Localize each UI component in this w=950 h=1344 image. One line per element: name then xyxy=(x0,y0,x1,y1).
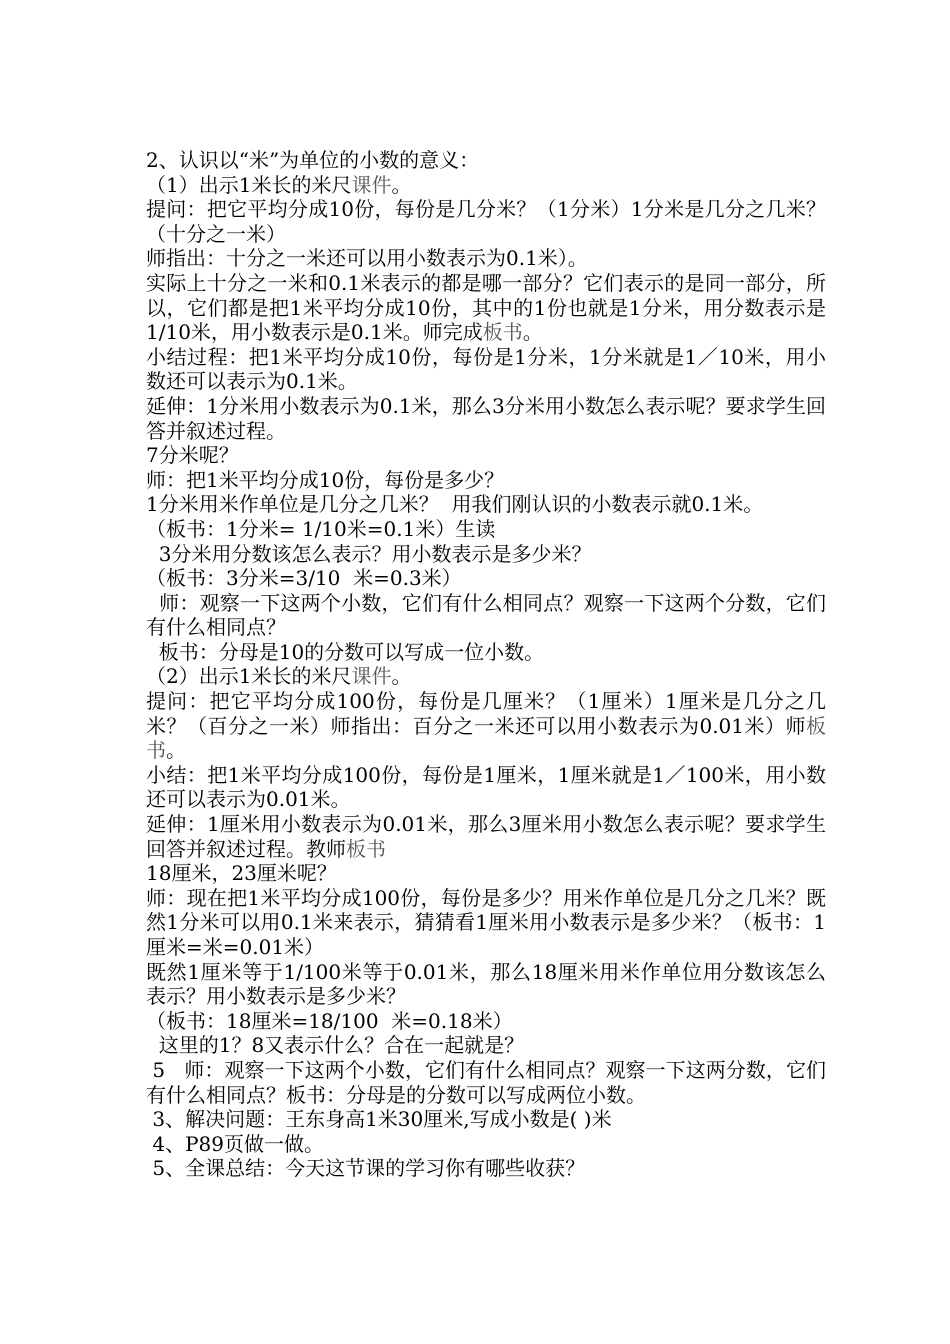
paragraph xyxy=(146,861,826,886)
paragraph-text: 小结：把1米平均分成100份，每份是1厘米，1厘米就是1／100米，用小数还可以表示为0.01米。 xyxy=(146,762,826,812)
paragraph xyxy=(146,591,826,640)
paragraph xyxy=(146,173,826,198)
paragraph xyxy=(146,689,826,763)
paragraph-text: 。 xyxy=(391,172,412,197)
paragraph xyxy=(146,886,826,960)
paragraph xyxy=(146,148,826,173)
paragraph xyxy=(146,492,826,517)
paragraph-text: 提问：把它平均分成10份，每份是几分米？（1分米）1分米是几分之几米？（十分之一米） xyxy=(146,197,826,246)
paragraph-text: 。 xyxy=(166,738,186,763)
paragraph-text: （板书：1分米= 1/10米=0.1米）生读 xyxy=(146,516,496,541)
highlighted-text: 课件 xyxy=(351,664,392,689)
paragraph-text: 延伸：1分米用小数表示为0.1米，那么3分米用小数怎么表示呢？要求学生回答并叙述过程。 xyxy=(146,393,826,443)
paragraph-text: 板书：分母是10的分数可以写成一位小数。 xyxy=(146,639,545,664)
paragraph-text: 。 xyxy=(522,320,543,345)
paragraph-text: 既然1厘米等于1/100米等于0.01米，那么18厘米用米作单位用分数该怎么表示？用小数表示是多少米？ xyxy=(146,959,826,1009)
paragraph xyxy=(146,271,826,345)
paragraph xyxy=(146,664,826,689)
paragraph-text: 3、解决问题：王东身高1米30厘米,写成小数是( )米 xyxy=(146,1107,612,1132)
paragraph xyxy=(146,566,826,591)
highlighted-text: 板书 xyxy=(482,320,523,345)
paragraph-text: 师指出：十分之一米还可以用小数表示为0.1米）。 xyxy=(146,246,588,271)
paragraph-text: 18厘米，23厘米呢？ xyxy=(146,861,337,886)
paragraph xyxy=(146,197,826,246)
paragraph xyxy=(146,517,826,542)
paragraph xyxy=(146,1033,826,1058)
paragraph-text: 4、P89页做一做。 xyxy=(146,1131,324,1156)
paragraph-text: 7分米呢？ xyxy=(146,443,239,468)
paragraph xyxy=(146,640,826,665)
paragraph-text: 3分米用分数该怎么表示？用小数表示是多少米？ xyxy=(146,541,592,566)
highlighted-text: 课件 xyxy=(351,172,392,197)
paragraph xyxy=(146,542,826,567)
paragraph-text: 。 xyxy=(391,664,412,689)
paragraph xyxy=(146,960,826,1009)
paragraph xyxy=(146,246,826,271)
paragraph xyxy=(146,1156,826,1181)
paragraph-text: 延伸：1厘米用小数表示为0.01米，那么3厘米用小数怎么表示呢？要求学生回答并叙述过程。教师 xyxy=(146,812,826,861)
paragraph xyxy=(146,1058,826,1107)
paragraph xyxy=(146,763,826,812)
paragraph-text: 5 师：观察一下这两个小数，它们有什么相同点？观察一下这两分数，它们有什么相同点？板书：分母是的分数可以写成两位小数。 xyxy=(146,1057,827,1107)
paragraph xyxy=(146,468,826,493)
paragraph-text: 师：观察一下这两个小数，它们有什么相同点？观察一下这两个分数，它们有什么相同点？ xyxy=(146,590,827,640)
paragraph xyxy=(146,1107,826,1132)
paragraph-text: （1）出示1米长的米尺 xyxy=(146,172,352,197)
paragraph-text: 师：把1米平均分成10份，每份是多少？ xyxy=(146,467,505,492)
paragraph xyxy=(146,1009,826,1034)
paragraph-text: 师：现在把1米平均分成100份，每份是多少？用米作单位是几分之几米？既然1分米可以用0.1米来表示，猜猜看1厘米用小数表示是多少米？（板书：1厘米=米=0.01米） xyxy=(146,885,826,959)
highlighted-text: 板书 xyxy=(146,713,826,763)
paragraph-text: 这里的1？8又表示什么？合在一起就是？ xyxy=(146,1033,525,1058)
paragraph-text: （2）出示1米长的米尺 xyxy=(146,664,352,689)
paragraph xyxy=(146,443,826,468)
paragraph-text: 小结过程：把1米平均分成10份，每份是1分米，1分米就是1／10米，用小数还可以表示为0.1米。 xyxy=(146,344,826,394)
paragraph xyxy=(146,812,826,861)
paragraph-text: 5、全课总结：今天这节课的学习你有哪些收获？ xyxy=(146,1156,586,1181)
paragraph xyxy=(146,345,826,394)
paragraph xyxy=(146,1132,826,1157)
paragraph-text: 2、认识以“米”为单位的小数的意义： xyxy=(146,148,480,172)
paragraph-text: 实际上十分之一米和0.1米表示的都是哪一部分？它们表示的是同一部分，所以，它们都是把1米平均分成10份，其中的1份也就是1分米，用分数表示是1/10米，用小数表示是0.1米。师完成 xyxy=(146,270,826,345)
highlighted-text: 板书 xyxy=(346,836,386,861)
paragraph-text: （板书：3分米=3/10 米=0.3米） xyxy=(146,566,462,591)
paragraph-text: （板书：18厘米=18/100 米=0.18米） xyxy=(146,1008,513,1033)
paragraph-text: 1分米用米作单位是几分之几米？ 用我们刚认识的小数表示就0.1米。 xyxy=(146,492,764,517)
paragraph xyxy=(146,394,826,443)
document-body xyxy=(146,148,826,1181)
paragraph-text: 提问：把它平均分成100份，每份是几厘米？（1厘米）1厘米是几分之几米？（百分之一米）师指出：百分之一米还可以用小数表示为0.01米）师 xyxy=(146,689,826,738)
